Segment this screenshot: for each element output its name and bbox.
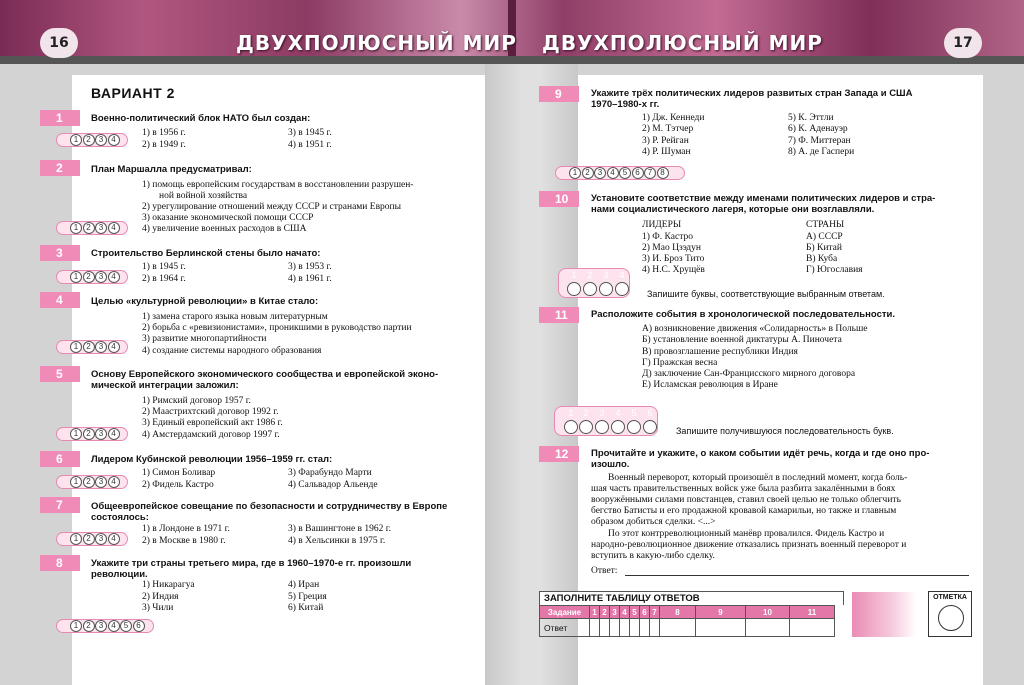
q11-event-a: А) возникновение движения «Солидарность» в Польше (642, 324, 868, 334)
banner-title-right: ДВУХПОЛЮСНЫЙ МИР (542, 31, 823, 55)
answer-table-row-label: Задание (540, 606, 590, 619)
bubble[interactable]: 3 (95, 476, 107, 488)
bubble[interactable] (595, 420, 609, 434)
q6-option-2[interactable]: 2) Фидель Кастро (142, 480, 214, 490)
answer-table-col: 8 (660, 606, 696, 619)
grade-circle (938, 605, 964, 631)
bubble[interactable]: 2 (83, 476, 95, 488)
bubble[interactable] (567, 282, 581, 296)
q5-option-4[interactable]: 4) Амстердамский договор 1997 г. (142, 430, 280, 440)
bubble[interactable]: 4 (108, 428, 120, 440)
question-text-1: Военно-политический блок НАТО был создан: (91, 113, 311, 124)
question-text-11: Расположите события в хронологической последовательности. (591, 309, 895, 320)
bubble-number: 2 (587, 270, 593, 280)
question-label-5: 5 (40, 366, 80, 382)
bubble-number: 1 (568, 408, 574, 418)
q3-option-3[interactable]: 3) в 1953 г. (288, 262, 332, 272)
q11-answer-bubbles[interactable] (554, 406, 658, 436)
q10-col-countries: СТРАНЫ (806, 220, 845, 230)
bubble-number: 3 (603, 270, 609, 280)
answer-cell[interactable] (590, 619, 600, 637)
q11-event-b: Б) установление военной диктатуры А. Пиночета (642, 335, 842, 345)
q10-leader-1: 1) Ф. Кастро (642, 232, 693, 242)
answer-table-col: 10 (746, 606, 790, 619)
bubble[interactable]: 2 (83, 620, 95, 632)
bubble[interactable]: 4 (108, 134, 120, 146)
page-number-right: 17 (944, 28, 982, 58)
answer-table-col: 9 (696, 606, 746, 619)
bubble[interactable] (615, 282, 629, 296)
bubble[interactable] (579, 420, 593, 434)
question-text-9-cont: 1970–1980-х гг. (591, 99, 660, 110)
answer-table-col: 3 (610, 606, 620, 619)
banner-title-left: ДВУХПОЛЮСНЫЙ МИР (236, 31, 517, 55)
answer-cell[interactable] (640, 619, 650, 637)
q11-hint: Запишите получившуюся последовательность букв. (676, 426, 894, 436)
bubble[interactable]: 6 (632, 167, 644, 179)
q1-option-2[interactable]: 2) в 1949 г. (142, 140, 186, 150)
question-text-10: Установите соответствие между именами политических лидеров и стра- (591, 193, 936, 204)
bubble[interactable]: 1 (70, 533, 82, 545)
q11-event-d: Г) Пражская весна (642, 358, 718, 368)
answer-cell[interactable] (696, 619, 746, 637)
question-text-3: Строительство Берлинской стены было начато: (91, 248, 321, 259)
answer-table-col: 5 (630, 606, 640, 619)
q10-leader-3: 3) И. Броз Тито (642, 254, 705, 264)
q3-option-1[interactable]: 1) в 1945 г. (142, 262, 186, 272)
bubble[interactable]: 1 (70, 271, 82, 283)
q9-option-6[interactable]: 6) К. Аденауэр (788, 124, 848, 134)
bubble[interactable]: 4 (108, 476, 120, 488)
q6-option-4[interactable]: 4) Сальвадор Альенде (288, 480, 378, 490)
question-label-9: 9 (539, 86, 579, 102)
q8-option-1[interactable]: 1) Никарагуа (142, 580, 195, 590)
bubble[interactable]: 3 (95, 533, 107, 545)
question-label-3: 3 (40, 245, 80, 261)
bubble[interactable]: 4 (108, 533, 120, 545)
bubble[interactable]: 1 (569, 167, 581, 179)
question-text-9: Укажите трёх политических лидеров развитых стран Запада и США (591, 88, 913, 99)
answer-cell[interactable] (650, 619, 660, 637)
question-label-1: 1 (40, 110, 80, 126)
q1-option-4[interactable]: 4) в 1951 г. (288, 140, 332, 150)
question-label-10: 10 (539, 191, 579, 207)
bubble[interactable]: 3 (95, 620, 107, 632)
q1-answer-bubbles[interactable] (56, 133, 128, 147)
page-number-left: 16 (40, 28, 78, 58)
header-banner (0, 0, 1024, 64)
bubble-number: 4 (619, 270, 625, 280)
bubble[interactable]: 6 (133, 620, 145, 632)
q12-passage-line: Военный переворот, который произошёл в последний момент, когда боль- (608, 473, 908, 483)
q9-option-3[interactable]: 3) Р. Рейган (642, 136, 689, 146)
bubble[interactable]: 3 (95, 428, 107, 440)
q9-option-7[interactable]: 7) Ф. Миттеран (788, 136, 851, 146)
answer-table-col: 11 (790, 606, 835, 619)
q9-option-5[interactable]: 5) К. Эттли (788, 113, 834, 123)
q9-option-1[interactable]: 1) Дж. Кеннеди (642, 113, 705, 123)
question-text-12: Прочитайте и укажите, о каком событии идёт речь, когда и где оно про- (591, 448, 930, 459)
bubble[interactable]: 2 (83, 134, 95, 146)
q10-country-c: В) Куба (806, 254, 838, 264)
q2-option-4[interactable]: 4) увеличение военных расходов в США (142, 224, 307, 234)
question-text-7: Общеевропейское совещание по безопасности и сотрудничеству в Европе (91, 501, 448, 512)
bubble[interactable]: 1 (70, 620, 82, 632)
bubble[interactable] (643, 420, 657, 434)
bubble[interactable]: 5 (120, 620, 132, 632)
question-text-2: План Маршалла предусматривал: (91, 164, 252, 175)
answer-table-col: 1 (590, 606, 600, 619)
q10-country-b: Б) Китай (806, 243, 842, 253)
q5-answer-bubbles[interactable] (56, 427, 128, 441)
bubble-number: 4 (615, 408, 621, 418)
q8-option-6[interactable]: 6) Китай (288, 603, 324, 613)
q12-passage-line: шая часть правительственных войск уже была разбита закалёнными в боях (591, 484, 896, 494)
q7-option-2[interactable]: 2) в Москве в 1980 г. (142, 536, 226, 546)
q12-passage-line: вступить в какую-либо сделку. (591, 551, 715, 561)
grade-box[interactable] (928, 591, 972, 637)
q2-option-1[interactable]: 1) помощь европейским государствам в восстановлении разрушен- (142, 180, 414, 190)
question-text-12-cont: изошло. (591, 459, 630, 470)
question-label-8: 8 (40, 555, 80, 571)
q12-passage-line: народно-революционное движение отказались признать военный переворот и (591, 540, 907, 550)
q9-option-2[interactable]: 2) М. Тэтчер (642, 124, 694, 134)
q7-option-3[interactable]: 3) в Вашингтоне в 1962 г. (288, 524, 391, 534)
bubble[interactable] (599, 282, 613, 296)
answer-cell[interactable] (630, 619, 640, 637)
q7-answer-bubbles[interactable] (56, 532, 128, 546)
q8-option-4[interactable]: 4) Иран (288, 580, 320, 590)
q12-passage-line: вооружёнными силами повстанцев, ставил своей целью не только облегчить (591, 495, 901, 505)
bubble[interactable]: 2 (83, 341, 95, 353)
q10-leader-2: 2) Мао Цзэдун (642, 243, 701, 253)
q12-passage-line: образом добиться сделки. <...> (591, 517, 716, 527)
bubble[interactable]: 8 (657, 167, 669, 179)
question-label-4: 4 (40, 292, 80, 308)
bubble[interactable]: 3 (95, 341, 107, 353)
q10-hint: Запишите буквы, соответствующие выбранным ответам. (647, 289, 885, 299)
q6-option-3[interactable]: 3) Фарабундо Марти (288, 468, 372, 478)
bubble[interactable]: 3 (95, 271, 107, 283)
q2-option-2[interactable]: 2) урегулирование отношений между СССР и странами Европы (142, 202, 402, 212)
bubble[interactable]: 1 (70, 341, 82, 353)
q3-option-2[interactable]: 2) в 1964 г. (142, 274, 186, 284)
q11-event-c: В) провозглашение республики Индия (642, 347, 798, 357)
bubble[interactable]: 1 (70, 476, 82, 488)
question-label-11: 11 (539, 307, 579, 323)
q4-option-2[interactable]: 2) борьба с «ревизионистами», проникшими в руководство партии (142, 323, 412, 333)
q2-option-1-cont: ной войной хозяйства (159, 191, 248, 201)
question-text-10-cont: нами социалистического лагеря, которые они возглавляли. (591, 204, 875, 215)
q3-option-4[interactable]: 4) в 1961 г. (288, 274, 332, 284)
q2-option-3[interactable]: 3) оказание экономической помощи СССР (142, 213, 314, 223)
answer-table-col: 2 (600, 606, 610, 619)
answer-cell[interactable] (620, 619, 630, 637)
answer-table-col: 4 (620, 606, 630, 619)
q4-option-3[interactable]: 3) развитие многопартийности (142, 334, 267, 344)
q8-answer-bubbles[interactable] (56, 619, 154, 633)
bubble[interactable] (611, 420, 625, 434)
question-text-5: Основу Европейского экономического сообщества и европейской эконо- (91, 369, 439, 380)
question-label-7: 7 (40, 497, 80, 513)
q6-answer-bubbles[interactable] (56, 475, 128, 489)
question-text-8: Укажите три страны третьего мира, где в 1960–1970-е гг. произошли (91, 558, 412, 569)
bubble[interactable] (583, 282, 597, 296)
q6-option-1[interactable]: 1) Симон Боливар (142, 468, 216, 478)
q8-option-3[interactable]: 3) Чили (142, 603, 174, 613)
q12-passage-line: По этот контрреволюционный манёвр провалился. Фидель Кастро и (608, 529, 885, 539)
answer-cell[interactable] (790, 619, 835, 637)
bubble[interactable]: 3 (594, 167, 606, 179)
answer-cell[interactable] (600, 619, 610, 637)
bubble[interactable]: 4 (108, 222, 120, 234)
bubble[interactable]: 2 (83, 428, 95, 440)
q10-col-leaders: ЛИДЕРЫ (642, 220, 682, 230)
bubble[interactable]: 2 (83, 271, 95, 283)
question-text-5-cont: мической интеграции заложил: (91, 380, 239, 391)
q9-answer-bubbles[interactable] (555, 166, 685, 180)
q9-option-8[interactable]: 8) А. де Гаспери (788, 147, 855, 157)
grade-label: ОТМЕТКА (933, 594, 967, 601)
q12-answer-label: Ответ: (591, 566, 618, 576)
bubble[interactable] (627, 420, 641, 434)
q11-event-e: Д) заключение Сан-Францисского мирного договора (642, 369, 856, 379)
q12-answer-line[interactable] (625, 575, 969, 576)
question-label-6: 6 (40, 451, 80, 467)
banner-stripe (0, 56, 1024, 64)
bubble[interactable] (564, 420, 578, 434)
question-label-12: 12 (539, 446, 579, 462)
q12-passage-line: бегство Батисты и его продажной кровавой камарильи, но также и главным (591, 506, 897, 516)
bubble[interactable]: 2 (582, 167, 594, 179)
q7-option-4[interactable]: 4) в Хельсинки в 1975 г. (288, 536, 386, 546)
bubble-number: 2 (583, 408, 589, 418)
answer-table-col: 7 (650, 606, 660, 619)
bubble[interactable]: 2 (83, 222, 95, 234)
q1-option-3[interactable]: 3) в 1945 г. (288, 128, 332, 138)
bubble[interactable]: 1 (70, 134, 82, 146)
bubble[interactable]: 4 (108, 271, 120, 283)
bubble[interactable]: 4 (607, 167, 619, 179)
answer-cell[interactable] (746, 619, 790, 637)
q1-option-1[interactable]: 1) в 1956 г. (142, 128, 186, 138)
bubble-number: 6 (647, 408, 653, 418)
q10-country-d: Г) Югославия (806, 265, 863, 275)
answer-table-col: 6 (640, 606, 650, 619)
answer-table-title: ЗАПОЛНИТЕ ТАБЛИЦУ ОТВЕТОВ (539, 591, 844, 605)
q7-option-1[interactable]: 1) в Лондоне в 1971 г. (142, 524, 230, 534)
bubble-number: 3 (599, 408, 605, 418)
bubble[interactable]: 1 (70, 222, 82, 234)
q4-answer-bubbles[interactable] (56, 340, 128, 354)
answer-cell[interactable] (660, 619, 696, 637)
variant-title: ВАРИАНТ 2 (91, 85, 175, 101)
bubble[interactable]: 4 (108, 341, 120, 353)
bubble[interactable]: 3 (95, 134, 107, 146)
bubble-number: 1 (571, 270, 577, 280)
q5-option-2[interactable]: 2) Маастрихтский договор 1992 г. (142, 407, 279, 417)
q3-answer-bubbles[interactable] (56, 270, 128, 284)
q2-answer-bubbles[interactable] (56, 221, 128, 235)
q5-option-3[interactable]: 3) Единый европейский акт 1986 г. (142, 418, 283, 428)
question-text-8-cont: революции. (91, 569, 148, 580)
bubble[interactable]: 3 (95, 222, 107, 234)
q11-event-f: Е) Исламская революция в Иране (642, 380, 778, 390)
question-label-2: 2 (40, 160, 80, 176)
q10-answer-bubbles[interactable] (558, 268, 630, 298)
answer-table-row-label: Ответ (540, 619, 590, 637)
answer-cell[interactable] (610, 619, 620, 637)
question-text-4: Целью «культурной революции» в Китае стало: (91, 296, 319, 307)
bubble[interactable]: 1 (70, 428, 82, 440)
answer-table (539, 605, 835, 637)
q8-option-2[interactable]: 2) Индия (142, 592, 179, 602)
bubble[interactable]: 4 (108, 620, 120, 632)
bubble-number: 5 (631, 408, 637, 418)
bubble[interactable]: 5 (619, 167, 631, 179)
q10-leader-4: 4) Н.С. Хрущёв (642, 265, 705, 275)
q4-option-4[interactable]: 4) создание системы народного образования (142, 346, 322, 356)
bubble[interactable]: 2 (83, 533, 95, 545)
decorative-gradient (852, 592, 917, 637)
q5-option-1[interactable]: 1) Римский договор 1957 г. (142, 396, 251, 406)
question-text-6: Лидером Кубинской революции 1956–1959 гг. стал: (91, 454, 333, 465)
q8-option-5[interactable]: 5) Греция (288, 592, 327, 602)
question-text-7-cont: состоялось: (91, 512, 149, 523)
bubble[interactable]: 7 (644, 167, 656, 179)
q9-option-4[interactable]: 4) Р. Шуман (642, 147, 691, 157)
q10-country-a: А) СССР (806, 232, 843, 242)
q4-option-1[interactable]: 1) замена старого языка новым литературным (142, 312, 328, 322)
